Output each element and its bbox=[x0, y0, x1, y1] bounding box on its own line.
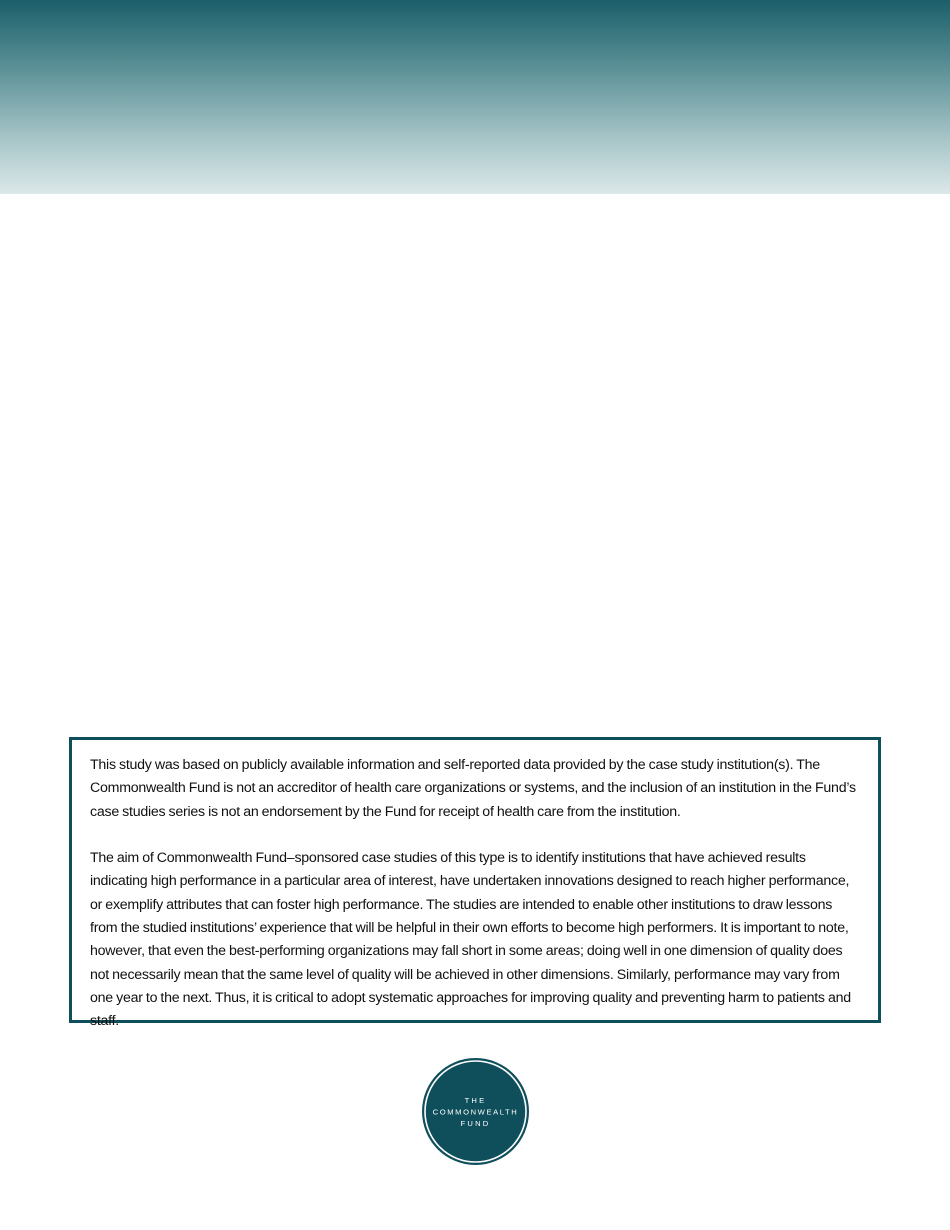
logo-seal-icon bbox=[421, 1057, 530, 1166]
commonwealth-fund-logo bbox=[421, 1057, 530, 1166]
logo-text-commonwealth: COMMONWEALTH bbox=[432, 1107, 519, 1117]
logo-text-fund: FUND bbox=[460, 1119, 491, 1128]
disclaimer-paragraph-2: The aim of Commonwealth Fund–sponsored case studies of this type is to identify institutions that have achieved results indicating high performance in a particular area of interest, have undertaken innovations designed to reach higher performance, or exemplify attributes that can foster high performance. The studies are intended to enable other institutions to draw lessons from the studied institutions’ experience that will be helpful in their own efforts to become high performers. It is important to note, however, that even the best-performing organizations may fall short in some areas; doing well in one dimension of quality does not necessarily mean that the same level of quality will be achieved in other dimensions. Similarly, performance may vary from one year to the next. Thus, it is critical to adopt systematic approaches for improving quality and preventing harm to patients and staff. bbox=[90, 850, 851, 1030]
header-gradient-band bbox=[0, 0, 950, 194]
logo-text-the: THE bbox=[464, 1096, 487, 1105]
disclaimer-paragraph-1: This study was based on publicly available information and self-reported data provided by the case study institution(s). The Commonwealth Fund is not an accreditor of health care organizations or systems, and the inclusion of an institution in the Fund’s case studies series is not an endorsement by the Fund for receipt of health care from the institution. bbox=[90, 757, 856, 820]
disclaimer-box bbox=[69, 737, 881, 1030]
